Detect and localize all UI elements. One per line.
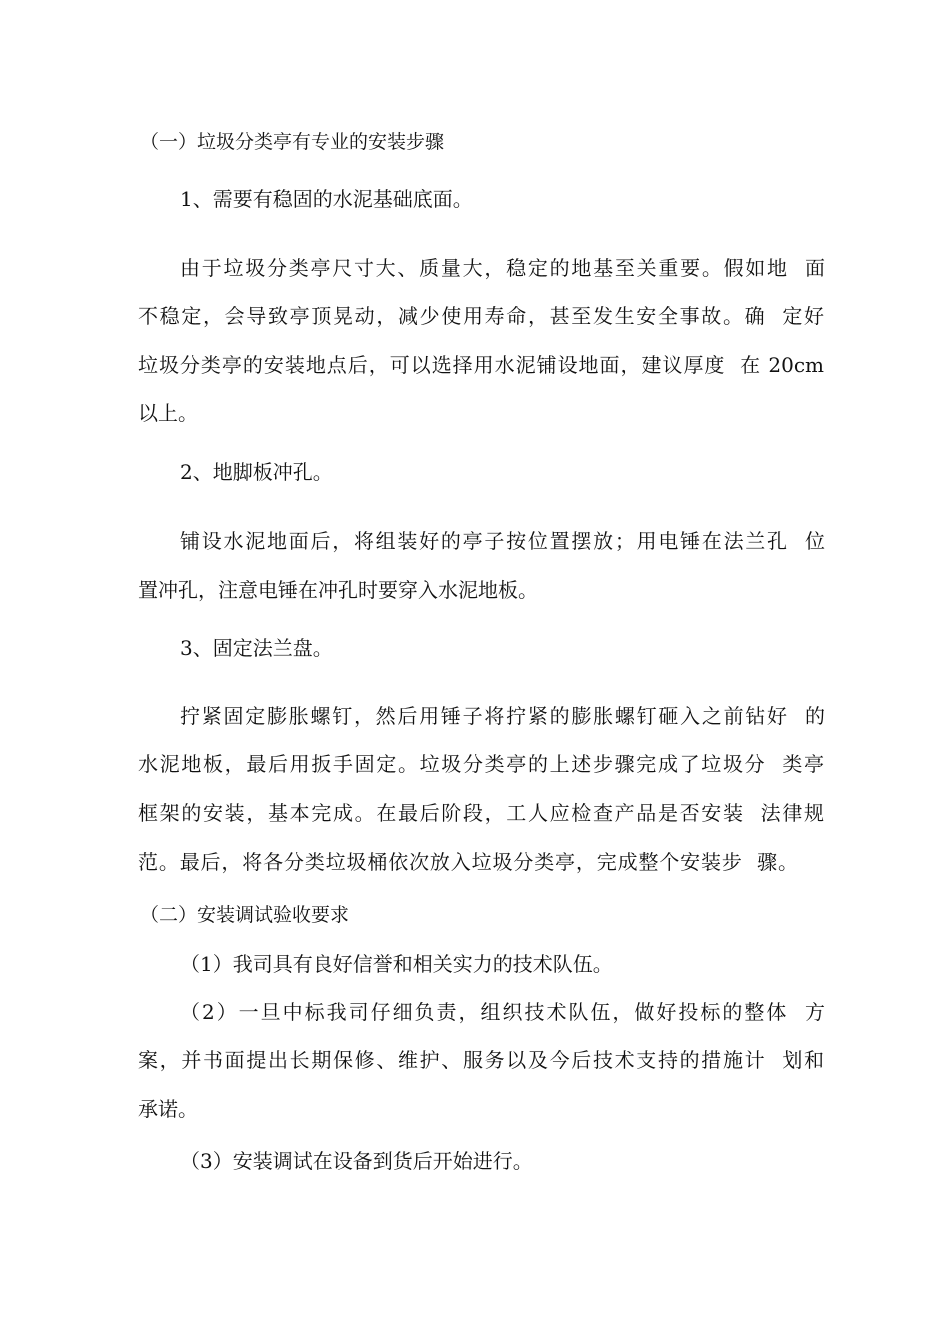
step-3-text-line: 拧紧固定膨胀螺钉，然后用锤子将拧紧的膨胀螺钉砸入之前钻好 的 — [180, 704, 825, 728]
requirement-item-2-line: 案，并书面提出长期保修、维护、服务以及今后技术支持的措施计 划和 — [138, 1048, 824, 1072]
step-2-text-line: 铺设水泥地面后，将组装好的亭子按位置摆放；用电锤在法兰孔 位 — [180, 529, 825, 553]
requirement-item-2-line: 承诺。 — [138, 1097, 198, 1121]
step-2-text-line: 置冲孔，注意电锤在冲孔时要穿入水泥地板。 — [138, 578, 538, 602]
section-heading-1: （一）垃圾分类亭有专业的安装步骤 — [140, 131, 445, 153]
step-1-text-line: 由于垃圾分类亭尺寸大、质量大，稳定的地基至关重要。假如地 面 — [180, 256, 825, 280]
step-3-title: 3、固定法兰盘。 — [180, 636, 333, 660]
step-1-text-line: 不稳定，会导致亭顶晃动，减少使用寿命，甚至发生安全事故。确 定好 — [138, 304, 824, 328]
step-2-title: 2、地脚板冲孔。 — [180, 460, 333, 484]
requirement-item-3: （3）安装调试在设备到货后开始进行。 — [180, 1149, 533, 1173]
step-3-text-line: 范。最后，将各分类垃圾桶依次放入垃圾分类亭，完成整个安装步 骤。 — [138, 850, 798, 874]
step-1-title: 1、需要有稳固的水泥基础底面。 — [180, 187, 473, 211]
step-3-text-line: 框架的安装，基本完成。在最后阶段，工人应检查产品是否安装 法律规 — [138, 801, 824, 825]
step-3-text-line: 水泥地板，最后用扳手固定。垃圾分类亭的上述步骤完成了垃圾分 类亭 — [138, 752, 824, 776]
requirement-item-1: （1）我司具有良好信誉和相关实力的技术队伍。 — [180, 952, 613, 976]
step-1-text-line: 垃圾分类亭的安装地点后，可以选择用水泥铺设地面，建议厚度 在 20cm — [138, 353, 824, 377]
requirement-item-2-line: （2）一旦中标我司仔细负责，组织技术队伍，做好投标的整体 方 — [180, 1000, 825, 1024]
section-heading-2: （二）安装调试验收要求 — [140, 904, 350, 926]
step-1-text-line: 以上。 — [138, 401, 198, 425]
